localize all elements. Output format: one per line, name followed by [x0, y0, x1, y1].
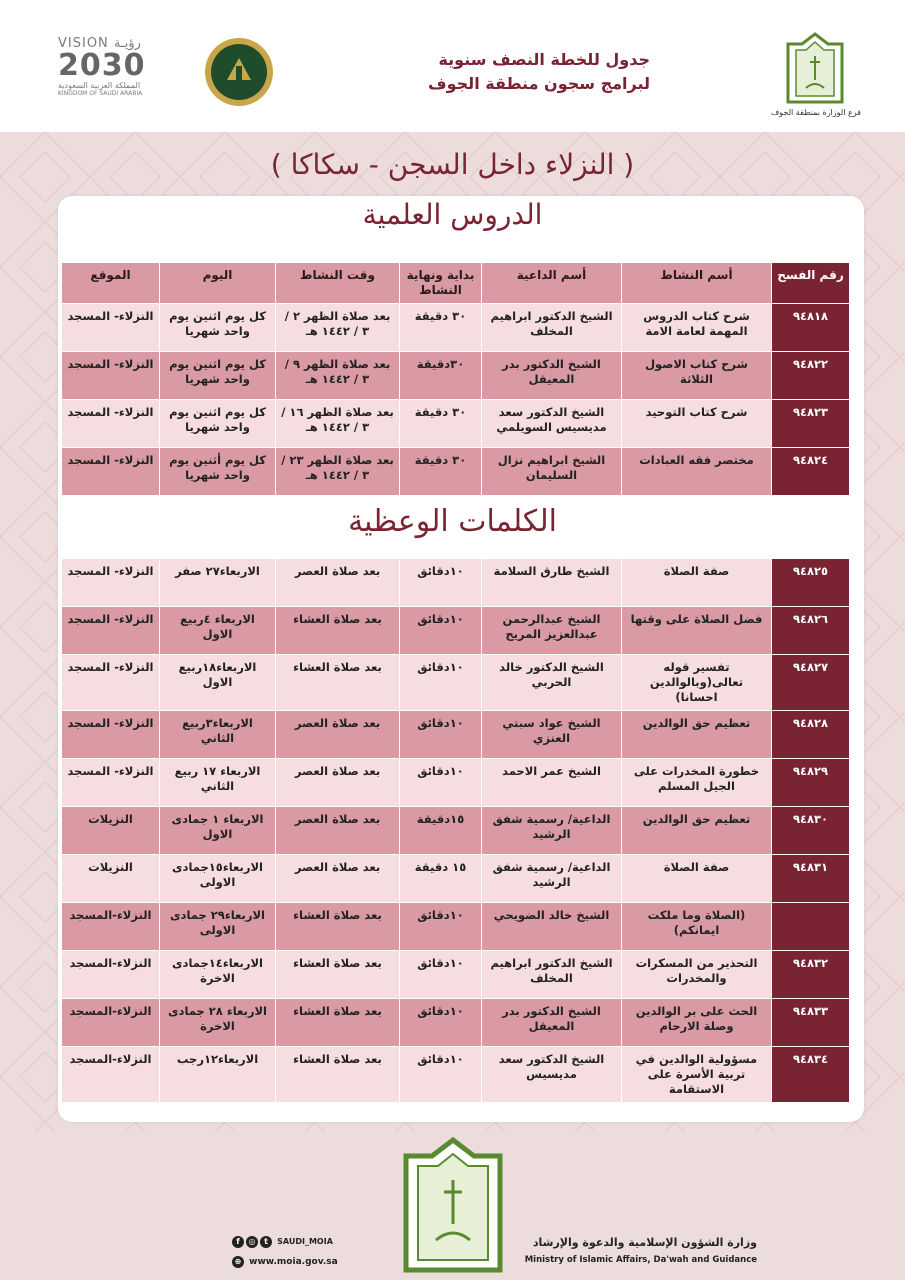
cell-day: كل يوم اثنين يوم واحد شهريا: [160, 304, 276, 352]
cell-day: الاربعاء٣ربيع الثاني: [160, 711, 276, 759]
cell-duration: ١٠دقائق: [400, 711, 482, 759]
instagram-icon[interactable]: ◎: [246, 1236, 258, 1248]
cell-day: كل يوم اثنين يوم واحد شهريا: [160, 352, 276, 400]
social-handle[interactable]: SAUDI_MOIA: [277, 1237, 333, 1246]
sermons-title: الكلمات الوعظية: [348, 504, 557, 539]
cell-day: الاربعاء١٢رجب: [160, 1047, 276, 1103]
cell-day: الاربعاء ١٧ ربيع الثاني: [160, 759, 276, 807]
cell-activity: تعظيم حق الوالدين: [622, 807, 772, 855]
cell-preacher: الشيخ الدكتور خالد الحربي: [482, 655, 622, 711]
cell-num: ٩٤٨٢٢: [772, 352, 850, 400]
cell-time: بعد صلاة الظهر ٢ / ٣ / ١٤٤٢ هـ: [276, 304, 400, 352]
cell-preacher: الشيخ الدكتور ابراهيم المخلف: [482, 304, 622, 352]
cell-day: كل يوم أثنين يوم واحد شهريا: [160, 448, 276, 496]
cell-preacher: الشيخ الدكتور سعد مديسيس السويلمي: [482, 400, 622, 448]
cell-num: ٩٤٨٢٣: [772, 400, 850, 448]
col-day: اليوم: [160, 263, 276, 304]
cell-location: النزلاء- المسجد: [62, 607, 160, 655]
table-row: [62, 400, 850, 448]
cell-num: ٩٤٨٢٦: [772, 607, 850, 655]
cell-activity: تفسير قوله تعالى(وبالوالدين احسانا): [622, 655, 772, 711]
cell-preacher: الشيخ طارق السلامة: [482, 559, 622, 607]
col-preacher: أسم الداعية: [482, 263, 622, 304]
table-row: [62, 951, 850, 999]
table-row: [62, 711, 850, 759]
cell-preacher: الشيخ عمر الاحمد: [482, 759, 622, 807]
cell-time: بعد صلاة العشاء: [276, 951, 400, 999]
cell-duration: ١٠دقائق: [400, 655, 482, 711]
cell-num: [772, 903, 850, 951]
cell-time: بعد صلاة العشاء: [276, 1047, 400, 1103]
cell-preacher: الداعية/ رسمية شفق الرشيد: [482, 855, 622, 903]
cell-duration: ٣٠دقيقة: [400, 352, 482, 400]
col-time: وقت النشاط: [276, 263, 400, 304]
cell-duration: ١٠دقائق: [400, 1047, 482, 1103]
cell-num: ٩٤٨٣٣: [772, 999, 850, 1047]
website-link[interactable]: www.moia.gov.sa: [249, 1257, 338, 1267]
cell-activity: التحذير من المسكرات والمخدرات: [622, 951, 772, 999]
twitter-icon[interactable]: t: [260, 1236, 272, 1248]
cell-preacher: الشيخ خالد الضويحي: [482, 903, 622, 951]
cell-day: الاربعاء ١ جمادى الاول: [160, 807, 276, 855]
cell-activity: فضل الصلاة على وقتها: [622, 607, 772, 655]
table-row: [62, 304, 850, 352]
cell-activity: شرح كتاب التوحيد: [622, 400, 772, 448]
cell-duration: ١٥دقيقة: [400, 807, 482, 855]
cell-preacher: الداعية/ رسمية شفق الرشيد: [482, 807, 622, 855]
cell-time: بعد صلاة العشاء: [276, 607, 400, 655]
cell-time: بعد صلاة العصر: [276, 855, 400, 903]
cell-day: الاربعاء٢٧ صفر: [160, 559, 276, 607]
cell-location: النزلاء- المسجد: [62, 559, 160, 607]
cell-day: الاربعاء٢٩ جمادى الاولى: [160, 903, 276, 951]
cell-duration: ٣٠ دقيقة: [400, 448, 482, 496]
footer-ministry-logo-icon: [394, 1136, 512, 1274]
cell-location: النزلاء- المسجد: [62, 400, 160, 448]
table-row: [62, 999, 850, 1047]
cell-location: النزلاء- المسجد: [62, 448, 160, 496]
col-activity: أسم النشاط: [622, 263, 772, 304]
cell-num: ٩٤٨٣٤: [772, 1047, 850, 1103]
cell-num: ٩٤٨٢٤: [772, 448, 850, 496]
table-row: [62, 448, 850, 496]
table-row: [62, 559, 850, 607]
facebook-icon[interactable]: f: [232, 1236, 244, 1248]
cell-location: النزلاء-المسجد: [62, 951, 160, 999]
website-row: [232, 1256, 338, 1268]
cell-duration: ٣٠ دقيقة: [400, 400, 482, 448]
branch-caption: فرع الوزارة بمنطقة الجوف: [771, 108, 861, 117]
cell-preacher: الشيخ عواد سبتي العنزي: [482, 711, 622, 759]
cell-location: النزلاء- المسجد: [62, 655, 160, 711]
cell-time: بعد صلاة العصر: [276, 807, 400, 855]
cell-day: الاربعاء ٤ربيع الاول: [160, 607, 276, 655]
table-row: [62, 855, 850, 903]
col-location: الموقع: [62, 263, 160, 304]
vision-2030-logo: VISION رؤيـة 2030 المملكة العربية السعودية KINGDOM OF SAUDI ARABIA: [58, 36, 146, 97]
cell-location: النزلاء- المسجد: [62, 304, 160, 352]
cell-activity: الحث على بر الوالدين وصلة الارحام: [622, 999, 772, 1047]
social-links: [232, 1236, 338, 1268]
table-row: [62, 607, 850, 655]
social-row: [232, 1236, 338, 1248]
cell-day: الاربعاء١٥جمادى الاولى: [160, 855, 276, 903]
cell-day: الاربعاء ٢٨ جمادى الاخرة: [160, 999, 276, 1047]
cell-location: النزلاء-المسجد: [62, 903, 160, 951]
table-row: [62, 903, 850, 951]
cell-activity: مختصر فقه العبادات: [622, 448, 772, 496]
cell-duration: ١٠دقائق: [400, 559, 482, 607]
cell-duration: ١٠دقائق: [400, 607, 482, 655]
cell-num: ٩٤٨٢٩: [772, 759, 850, 807]
cell-time: بعد صلاة الظهر ٢٣ / ٣ / ١٤٤٢ هـ: [276, 448, 400, 496]
cell-time: بعد صلاة العصر: [276, 559, 400, 607]
cell-activity: صفة الصلاة: [622, 559, 772, 607]
cell-preacher: الشيخ الدكتور سعد مديسيس: [482, 1047, 622, 1103]
cell-activity: صفة الصلاة: [622, 855, 772, 903]
cell-location: النزلاء-المسجد: [62, 999, 160, 1047]
table-row: [62, 1047, 850, 1103]
col-duration: بداية ونهاية النشاط: [400, 263, 482, 304]
cell-activity: خطورة المخدرات على الجيل المسلم: [622, 759, 772, 807]
cell-activity: تعظيم حق الوالدين: [622, 711, 772, 759]
header-bar: [0, 0, 905, 132]
cell-activity: (الصلاة وما ملكت ايمانكم): [622, 903, 772, 951]
sermons-table: [61, 558, 850, 1103]
ministry-name-en: Ministry of Islamic Affairs, Da'wah and Guidance: [524, 1255, 757, 1265]
cell-num: ٩٤٨٢٨: [772, 711, 850, 759]
cell-activity: شرح كتاب الاصول الثلاثة: [622, 352, 772, 400]
cell-num: ٩٤٨٣٠: [772, 807, 850, 855]
location-title: ( النزلاء داخل السجن - سكاكا ): [270, 148, 635, 181]
cell-preacher: الشيخ الدكتور بدر المعيقل: [482, 352, 622, 400]
cell-duration: ٣٠ دقيقة: [400, 304, 482, 352]
cell-activity: شرح كتاب الدروس المهمة لعامة الامة: [622, 304, 772, 352]
cell-location: النزيلات: [62, 855, 160, 903]
cell-time: بعد صلاة العشاء: [276, 903, 400, 951]
lessons-table: [61, 262, 850, 496]
cell-location: النزلاء- المسجد: [62, 759, 160, 807]
cell-duration: ١٠دقائق: [400, 951, 482, 999]
cell-duration: ١٠دقائق: [400, 903, 482, 951]
cell-preacher: الشيخ ابراهيم نزال السليمان: [482, 448, 622, 496]
cell-duration: ١٠دقائق: [400, 999, 482, 1047]
cell-location: النزيلات: [62, 807, 160, 855]
cell-preacher: الشيخ الدكتور بدر المعيقل: [482, 999, 622, 1047]
cell-location: النزلاء- المسجد: [62, 352, 160, 400]
ministry-name-ar: وزارة الشؤون الإسلامية والدعوة والإرشاد: [532, 1236, 757, 1249]
table-row: [62, 655, 850, 711]
cell-num: ٩٤٨٣٢: [772, 951, 850, 999]
cell-day: الاربعاء١٤جمادى الاخرة: [160, 951, 276, 999]
cell-num: ٩٤٨٢٧: [772, 655, 850, 711]
cell-time: بعد صلاة العشاء: [276, 999, 400, 1047]
cell-num: ٩٤٨٢٥: [772, 559, 850, 607]
cell-duration: ١٠دقائق: [400, 759, 482, 807]
cell-preacher: الشيخ الدكتور ابراهيم المخلف: [482, 951, 622, 999]
page-title: جدول للخطة النصف سنوية لبرامج سجون منطقة الجوف: [428, 50, 650, 93]
cell-location: النزلاء- المسجد: [62, 711, 160, 759]
cell-preacher: الشيخ عبدالرحمن عبدالعزيز المريح: [482, 607, 622, 655]
table-row: [62, 759, 850, 807]
cell-num: ٩٤٨٣١: [772, 855, 850, 903]
cell-activity: مسؤولية الوالدين في تربية الأسرة على الاستقامة: [622, 1047, 772, 1103]
cell-duration: ١٥ دقيقة: [400, 855, 482, 903]
globe-icon: ⊕: [232, 1256, 244, 1268]
prisons-emblem-icon: [203, 36, 275, 108]
cell-time: بعد صلاة العشاء: [276, 655, 400, 711]
cell-time: بعد صلاة الظهر ٩ / ٣ / ١٤٤٢ هـ: [276, 352, 400, 400]
lessons-title: الدروس العلمية: [362, 198, 543, 231]
cell-num: ٩٤٨١٨: [772, 304, 850, 352]
table-header-row: [62, 263, 850, 304]
col-permit-number: رقم الفسح: [772, 263, 850, 304]
table-row: [62, 807, 850, 855]
cell-day: كل يوم اثنين يوم واحد شهريا: [160, 400, 276, 448]
cell-time: بعد صلاة الظهر ١٦ / ٣ / ١٤٤٢ هـ: [276, 400, 400, 448]
ministry-logo-icon: [780, 32, 850, 104]
cell-location: النزلاء-المسجد: [62, 1047, 160, 1103]
ministry-name: [525, 1236, 757, 1265]
cell-time: بعد صلاة العصر: [276, 711, 400, 759]
cell-day: الاربعاء١٨ربيع الاول: [160, 655, 276, 711]
table-row: [62, 352, 850, 400]
cell-time: بعد صلاة العصر: [276, 759, 400, 807]
